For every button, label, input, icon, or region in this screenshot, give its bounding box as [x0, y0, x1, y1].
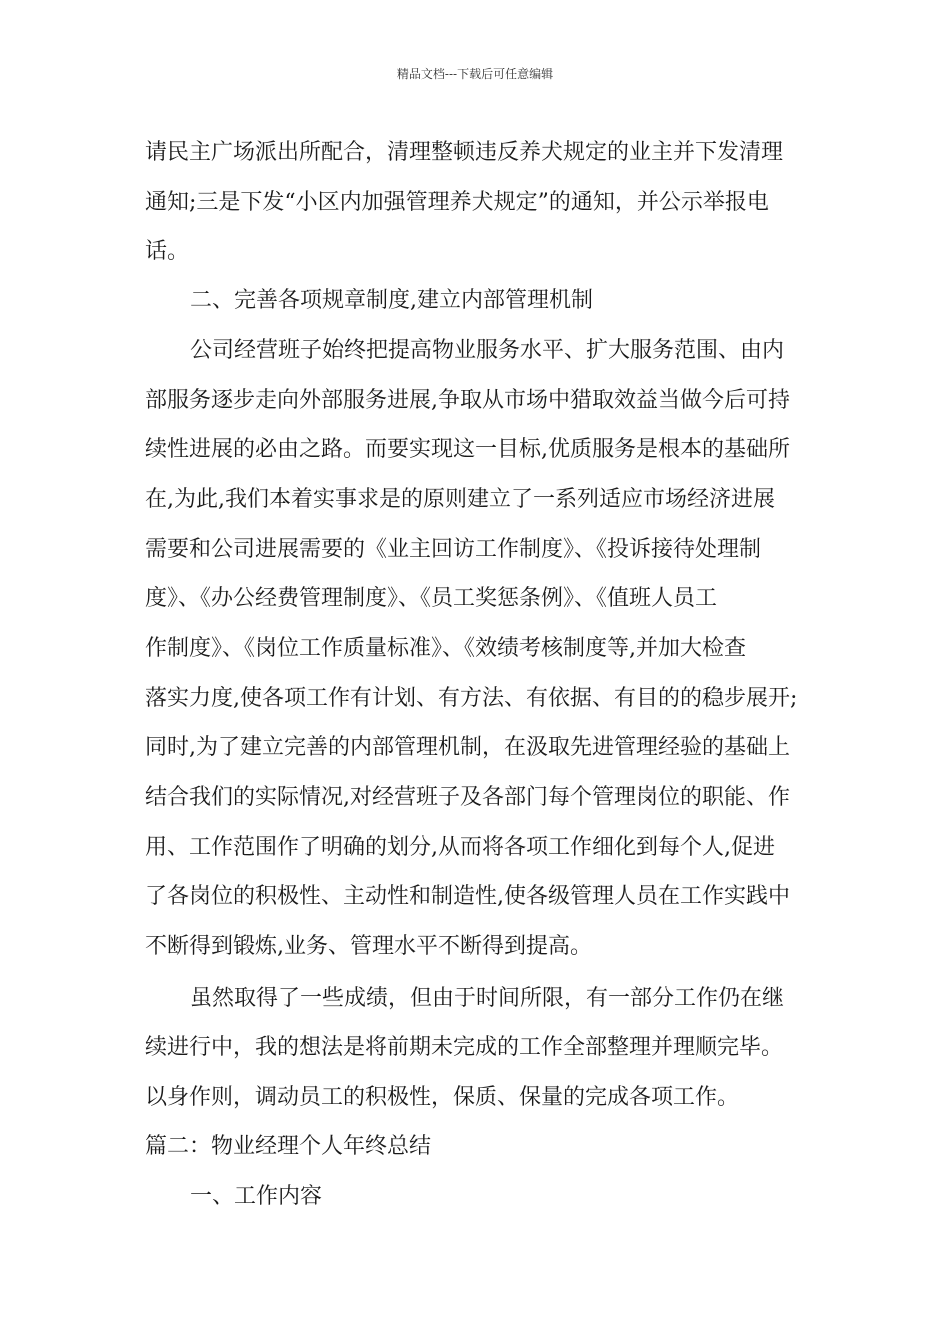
section-heading: 一、工作内容: [190, 1184, 323, 1209]
body-line: 续进行中，我的想法是将前期未完成的工作全部整理并理顺完毕。: [145, 1035, 784, 1060]
body-line: 落实力度,使各项工作有计划、有方法、有依据、有目的的稳步展开;: [145, 686, 798, 711]
section-heading: 二、完善各项规章制度,建立内部管理机制: [190, 288, 593, 313]
body-line: 请民主广场派出所配合，清理整顿违反养犬规定的业主并下发清理: [145, 140, 784, 165]
body-line: 结合我们的实际情况,对经营班子及各部门每个管理岗位的职能、作: [145, 785, 790, 810]
body-line: 通知;三是下发“小区内加强管理养犬规定”的通知，并公示举报电: [145, 190, 769, 215]
body-line: 需要和公司进展需要的《业主回访工作制度》、《投诉接待处理制: [145, 537, 762, 562]
page-header: 精品文档---下载后可任意编辑: [396, 67, 554, 81]
body-line: 话。: [145, 239, 190, 264]
body-line: 用、工作范围作了明确的划分,从而将各项工作细化到每个人,促进: [145, 835, 775, 860]
body-line: 不断得到锻炼,业务、管理水平不断得到提高。: [145, 934, 592, 959]
body-line: 作制度》、《岗位工作质量标准》、《效绩考核制度等,并加大检查: [145, 636, 746, 661]
body-line: 以身作则，调动员工的积极性，保质、保量的完成各项工作。: [145, 1085, 740, 1110]
body-line: 在,为此,我们本着实事求是的原则建立了一系列适应市场经济进展: [145, 487, 775, 512]
body-line: 度》、《办公经费管理制度》、《员工奖惩条例》、《值班人员工: [145, 586, 718, 611]
body-line: 虽然取得了一些成绩，但由于时间所限，有一部分工作仍在继: [190, 986, 785, 1011]
body-line: 部服务逐步走向外部服务进展,争取从市场中猎取效益当做今后可持: [145, 388, 790, 413]
article-title: 篇二：物业经理个人年终总结: [145, 1134, 432, 1159]
body-line: 了各岗位的积极性、主动性和制造性,使各级管理人员在工作实践中: [145, 884, 790, 909]
body-line: 公司经营班子始终把提高物业服务水平、扩大服务范围、由内: [190, 338, 785, 363]
body-line: 续性进展的必由之路。而要实现这一目标,优质服务是根本的基础所: [145, 437, 790, 462]
body-line: 同时,为了建立完善的内部管理机制，在汲取先进管理经验的基础上: [145, 735, 790, 760]
